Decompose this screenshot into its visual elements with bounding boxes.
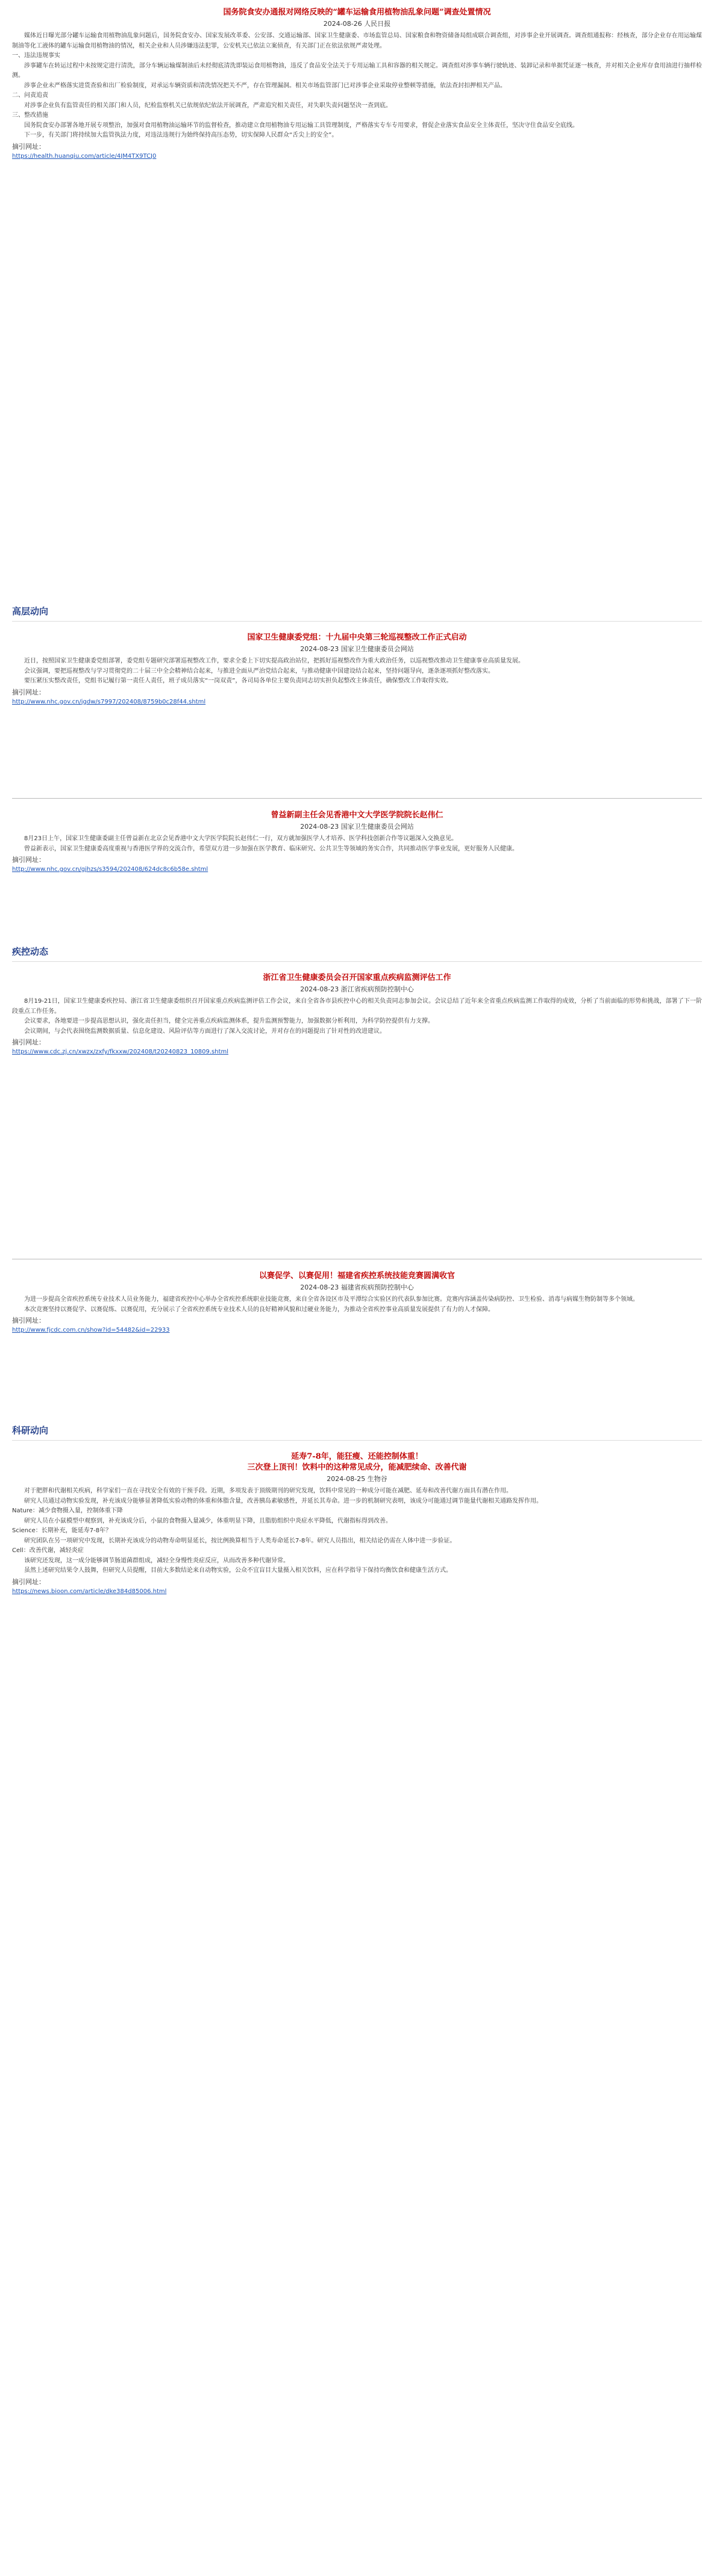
article-body: [12, 834, 702, 918]
article-food-safety: [12, 7, 702, 561]
section-heading: 高层动向: [12, 606, 49, 617]
source-link[interactable]: http://www.nhc.gov.cn/gjhzs/s3594/202408/624dc8c6b58e.shtml: [12, 866, 208, 873]
paragraph: 对涉事企业负有监管责任的相关部门和人员，纪检监察机关已依规依纪依法开展调查，严肃追究相关责任，对失职失责问题坚决一查到底。: [24, 102, 392, 109]
subheading: 三、整改措施: [12, 112, 48, 119]
paragraph: 研究人员通过动物实验发现，补充该成分能够显著降低实验动物的体重和体脂含量，改善胰岛素敏感性，并延长其寿命。进一步的机制研究表明，该成分可能通过调节能量代谢相关通路发挥作用。: [24, 1497, 542, 1505]
section-cdc: [12, 946, 702, 964]
article-meta: 2024-08-23 国家卫生健康委员会网站: [300, 823, 414, 831]
subheading: Cell：改善代谢，减轻炎症: [12, 1547, 84, 1554]
subheading: Science：长期补充，能延寿7-8年？: [12, 1527, 112, 1534]
article-title: 延寿7-8年，能狂瘦、还能控制体重！ 三次登上顶刊！饮料中的这种常见成分，能减肥续命、改善代谢: [247, 1452, 467, 1472]
article-meta: 2024-08-23 浙江省疾病预防控制中心: [300, 985, 414, 993]
paragraph: 会议要求，各地要进一步提高思想认识，强化责任担当，健全完善重点疾病监测体系，提升监测预警能力，加强数据分析利用，为科学防控提供有力支撑。: [24, 1018, 434, 1024]
paragraph: 媒体近日曝光部分罐车运输食用植物油乱象问题后，国务院食安办、国家发展改革委、公安部、交通运输部、国家卫生健康委、市场监管总局、国家粮食和物资储备局组成联合调查组，对涉事企业开展调查。调查组通报称：经核查，部分企业存在用运输煤制油等化工液体的罐车运输食用植物油的情况，相关企业和人员涉嫌违法犯罪，公安机关已依法立案侦查，有关部门正在依法依规严肃处理。: [12, 33, 702, 49]
article-body: [12, 656, 702, 801]
subheading: 一、违法违规事实: [12, 52, 60, 59]
section-heading: 疾控动态: [12, 946, 49, 957]
source-link-label: 摘引网址：: [12, 142, 45, 151]
article-body: [12, 1486, 702, 2559]
article-meta: 2024-08-26 人民日报: [323, 20, 391, 28]
source-link[interactable]: http://www.nhc.gov.cn/jgdw/s7997/202408/8759b0c28f44.shtml: [12, 698, 206, 705]
paragraph: 涉事企业未严格落实进货查验和出厂检验制度，对承运车辆资质和清洗情况把关不严，存在管理漏洞。相关市场监管部门已对涉事企业采取停业整顿等措施，依法查封扣押相关产品。: [24, 82, 506, 89]
source-link[interactable]: http://www.fjcdc.com.cn/show?id=54482&id=22933: [12, 1327, 170, 1333]
paragraph: 8月19-21日，国家卫生健康委疾控局、浙江省卫生健康委组织召开国家重点疾病监测评估工作会议，来自全省各市县疾控中心的相关负责同志参加会议。会议总结了近年来全省重点疾病监测工作取得的成效，分析了当前面临的形势和挑战，部署了下一阶段重点工作任务。: [12, 998, 702, 1015]
article-research-longevity: [12, 1452, 702, 2559]
article-body: [12, 997, 702, 1262]
section-leadership: [12, 605, 702, 623]
source-link-label: 摘引网址：: [12, 1577, 45, 1586]
source-link-label: 摘引网址：: [12, 1317, 45, 1324]
subheading: 二、问责追责: [12, 92, 48, 99]
section-heading: 科研动向: [12, 1425, 49, 1436]
article-title: 国务院食安办通报对网络反映的“罐车运输食用植物油乱象问题”调查处置情况: [223, 8, 491, 17]
article-title: 曾益新副主任会见香港中文大学医学院院长赵伟仁: [271, 811, 443, 820]
paragraph: 会议期间，与会代表围绕监测数据质量、信息化建设、风险评估等方面进行了深入交流讨论，并对存在的问题提出了针对性的改进建议。: [24, 1028, 386, 1035]
article-nhc-inspection: [12, 632, 702, 801]
article-title: 以赛促学、以赛促用！福建省疾控系统技能竞赛圆满收官: [258, 1271, 455, 1280]
paragraph: 对于肥胖和代谢相关疾病，科学家们一直在寻找安全有效的干预手段。近期，多项发表于顶级期刊的研究发现，饮料中常见的一种成分可能在减肥、延寿和改善代谢方面具有潜在作用。: [24, 1488, 512, 1494]
paragraph: 本次竞赛坚持以赛促学、以赛促练、以赛促用，充分展示了全省疾控系统专业技术人员的良好精神风貌和过硬业务能力，为推动全省疾控事业高质量发展提供了有力的人才保障。: [24, 1306, 494, 1313]
paragraph: 涉事罐车在转运过程中未按规定进行清洗，部分车辆运输煤制油后未经彻底清洗即装运食用植物油，违反了食品安全法关于专用运输工具和容器的相关规定。调查组对涉事车辆行驶轨迹、装卸记录和单据凭证逐一核查，并对相关企业库存食用油进行抽样检测。: [12, 62, 702, 79]
article-title: 国家卫生健康委党组：十九届中央第三轮巡视整改工作正式启动: [247, 633, 467, 642]
source-link[interactable]: https://news.bioon.com/article/dke384d85006.html: [12, 1588, 167, 1595]
paragraph: 近日，按照国家卫生健康委党组部署，委党组专题研究部署巡视整改工作，要求全委上下切实提高政治站位，把抓好巡视整改作为重大政治任务，以巡视整改推动卫生健康事业高质量发展。: [24, 658, 524, 664]
section-divider: [12, 621, 702, 622]
paragraph: 曾益新表示，国家卫生健康委高度重视与香港医学界的交流合作，希望双方进一步加强在医学教育、临床研究、公共卫生等领域的务实合作，共同推动医学事业发展，更好服务人民健康。: [24, 845, 518, 852]
paragraph: 下一步，有关部门将持续加大监管执法力度，对违法违规行为始终保持高压态势，切实保障人民群众“舌尖上的安全”。: [24, 132, 338, 139]
source-link[interactable]: https://health.huanqiu.com/article/4JM4TX9TCJ0: [12, 152, 157, 160]
article-zhejiang: [12, 973, 702, 1262]
source-link-label: 摘引网址：: [12, 688, 45, 696]
source-link[interactable]: https://www.cdc.zj.cn/xwzx/zxfy/fkxxw/202408/t20240823_10809.shtml: [12, 1049, 229, 1055]
paragraph: 为进一步提高全省疾控系统专业技术人员业务能力，福建省疾控中心举办全省疾控系统职业技能竞赛，来自全省各设区市及平潭综合实验区的代表队参加比赛。竞赛内容涵盖传染病防控、卫生检验、消毒与病媒生物防制等多个领域。: [24, 1296, 639, 1303]
article-meta: 2024-08-23 国家卫生健康委员会网站: [300, 645, 414, 653]
article-meta: 2024-08-25 生物谷: [327, 1475, 387, 1483]
paragraph: 研究人员在小鼠模型中观察到，补充该成分后，小鼠的食物摄入量减少，体重明显下降，且脂肪组织中炎症水平降低，代谢指标得到改善。: [24, 1517, 392, 1524]
paragraph: 虽然上述研究结果令人鼓舞，但研究人员提醒，目前大多数结论来自动物实验，公众不宜盲目大量摄入相关饮料，应在科学指导下保持均衡饮食和健康生活方式。: [24, 1567, 452, 1574]
subheading: Nature：减少食物摄入量，控制体重下降: [12, 1508, 123, 1514]
section-divider: [12, 961, 702, 962]
source-link-label: 摘引网址：: [12, 1038, 45, 1046]
paragraph: 国务院食安办部署各地开展专项整治，加强对食用植物油运输环节的监督检查，推动建立食用植物油专用运输工具管理制度，严格落实专车专用要求，督促企业落实食品安全主体责任，坚决守住食品安全底线。: [24, 122, 578, 129]
article-meta: 2024-08-23 福建省疾病预防控制中心: [300, 1283, 414, 1291]
paragraph: 会议强调，要把巡视整改与学习贯彻党的二十届三中全会精神结合起来，与推进全面从严治党结合起来，与推动健康中国建设结合起来，坚持问题导向，逐条逐项抓好整改落实。: [24, 667, 494, 675]
source-link-label: 摘引网址：: [12, 856, 45, 864]
paragraph: 研究团队在另一项研究中发现，长期补充该成分的动物寿命明显延长，按比例换算相当于人类寿命延长7-8年。研究人员指出，相关结论仍需在人体中进一步验证。: [24, 1537, 456, 1544]
paragraph: 8月23日上午，国家卫生健康委副主任曾益新在北京会见香港中文大学医学院院长赵伟仁一行，双方就加强医学人才培养、医学科技创新合作等议题深入交换意见。: [24, 835, 458, 842]
article-body: [12, 1295, 702, 1415]
section-divider: [12, 1440, 702, 1441]
paragraph: 该研究还发现，这一成分能够调节肠道菌群组成，减轻全身慢性炎症反应，从而改善多种代谢异常。: [24, 1557, 289, 1564]
article-fujian: [12, 1271, 702, 1415]
article-body: [12, 31, 702, 561]
article-meeting-hk: [12, 810, 702, 918]
section-research: [12, 1424, 702, 1442]
article-title: 浙江省卫生健康委员会召开国家重点疾病监测评估工作: [263, 973, 451, 982]
article-divider: [12, 798, 702, 799]
paragraph: 要压紧压实整改责任，党组书记履行第一责任人责任，班子成员落实“一岗双责”，各司局各单位主要负责同志切实担负起整改主体责任，确保整改工作取得实效。: [24, 678, 453, 684]
